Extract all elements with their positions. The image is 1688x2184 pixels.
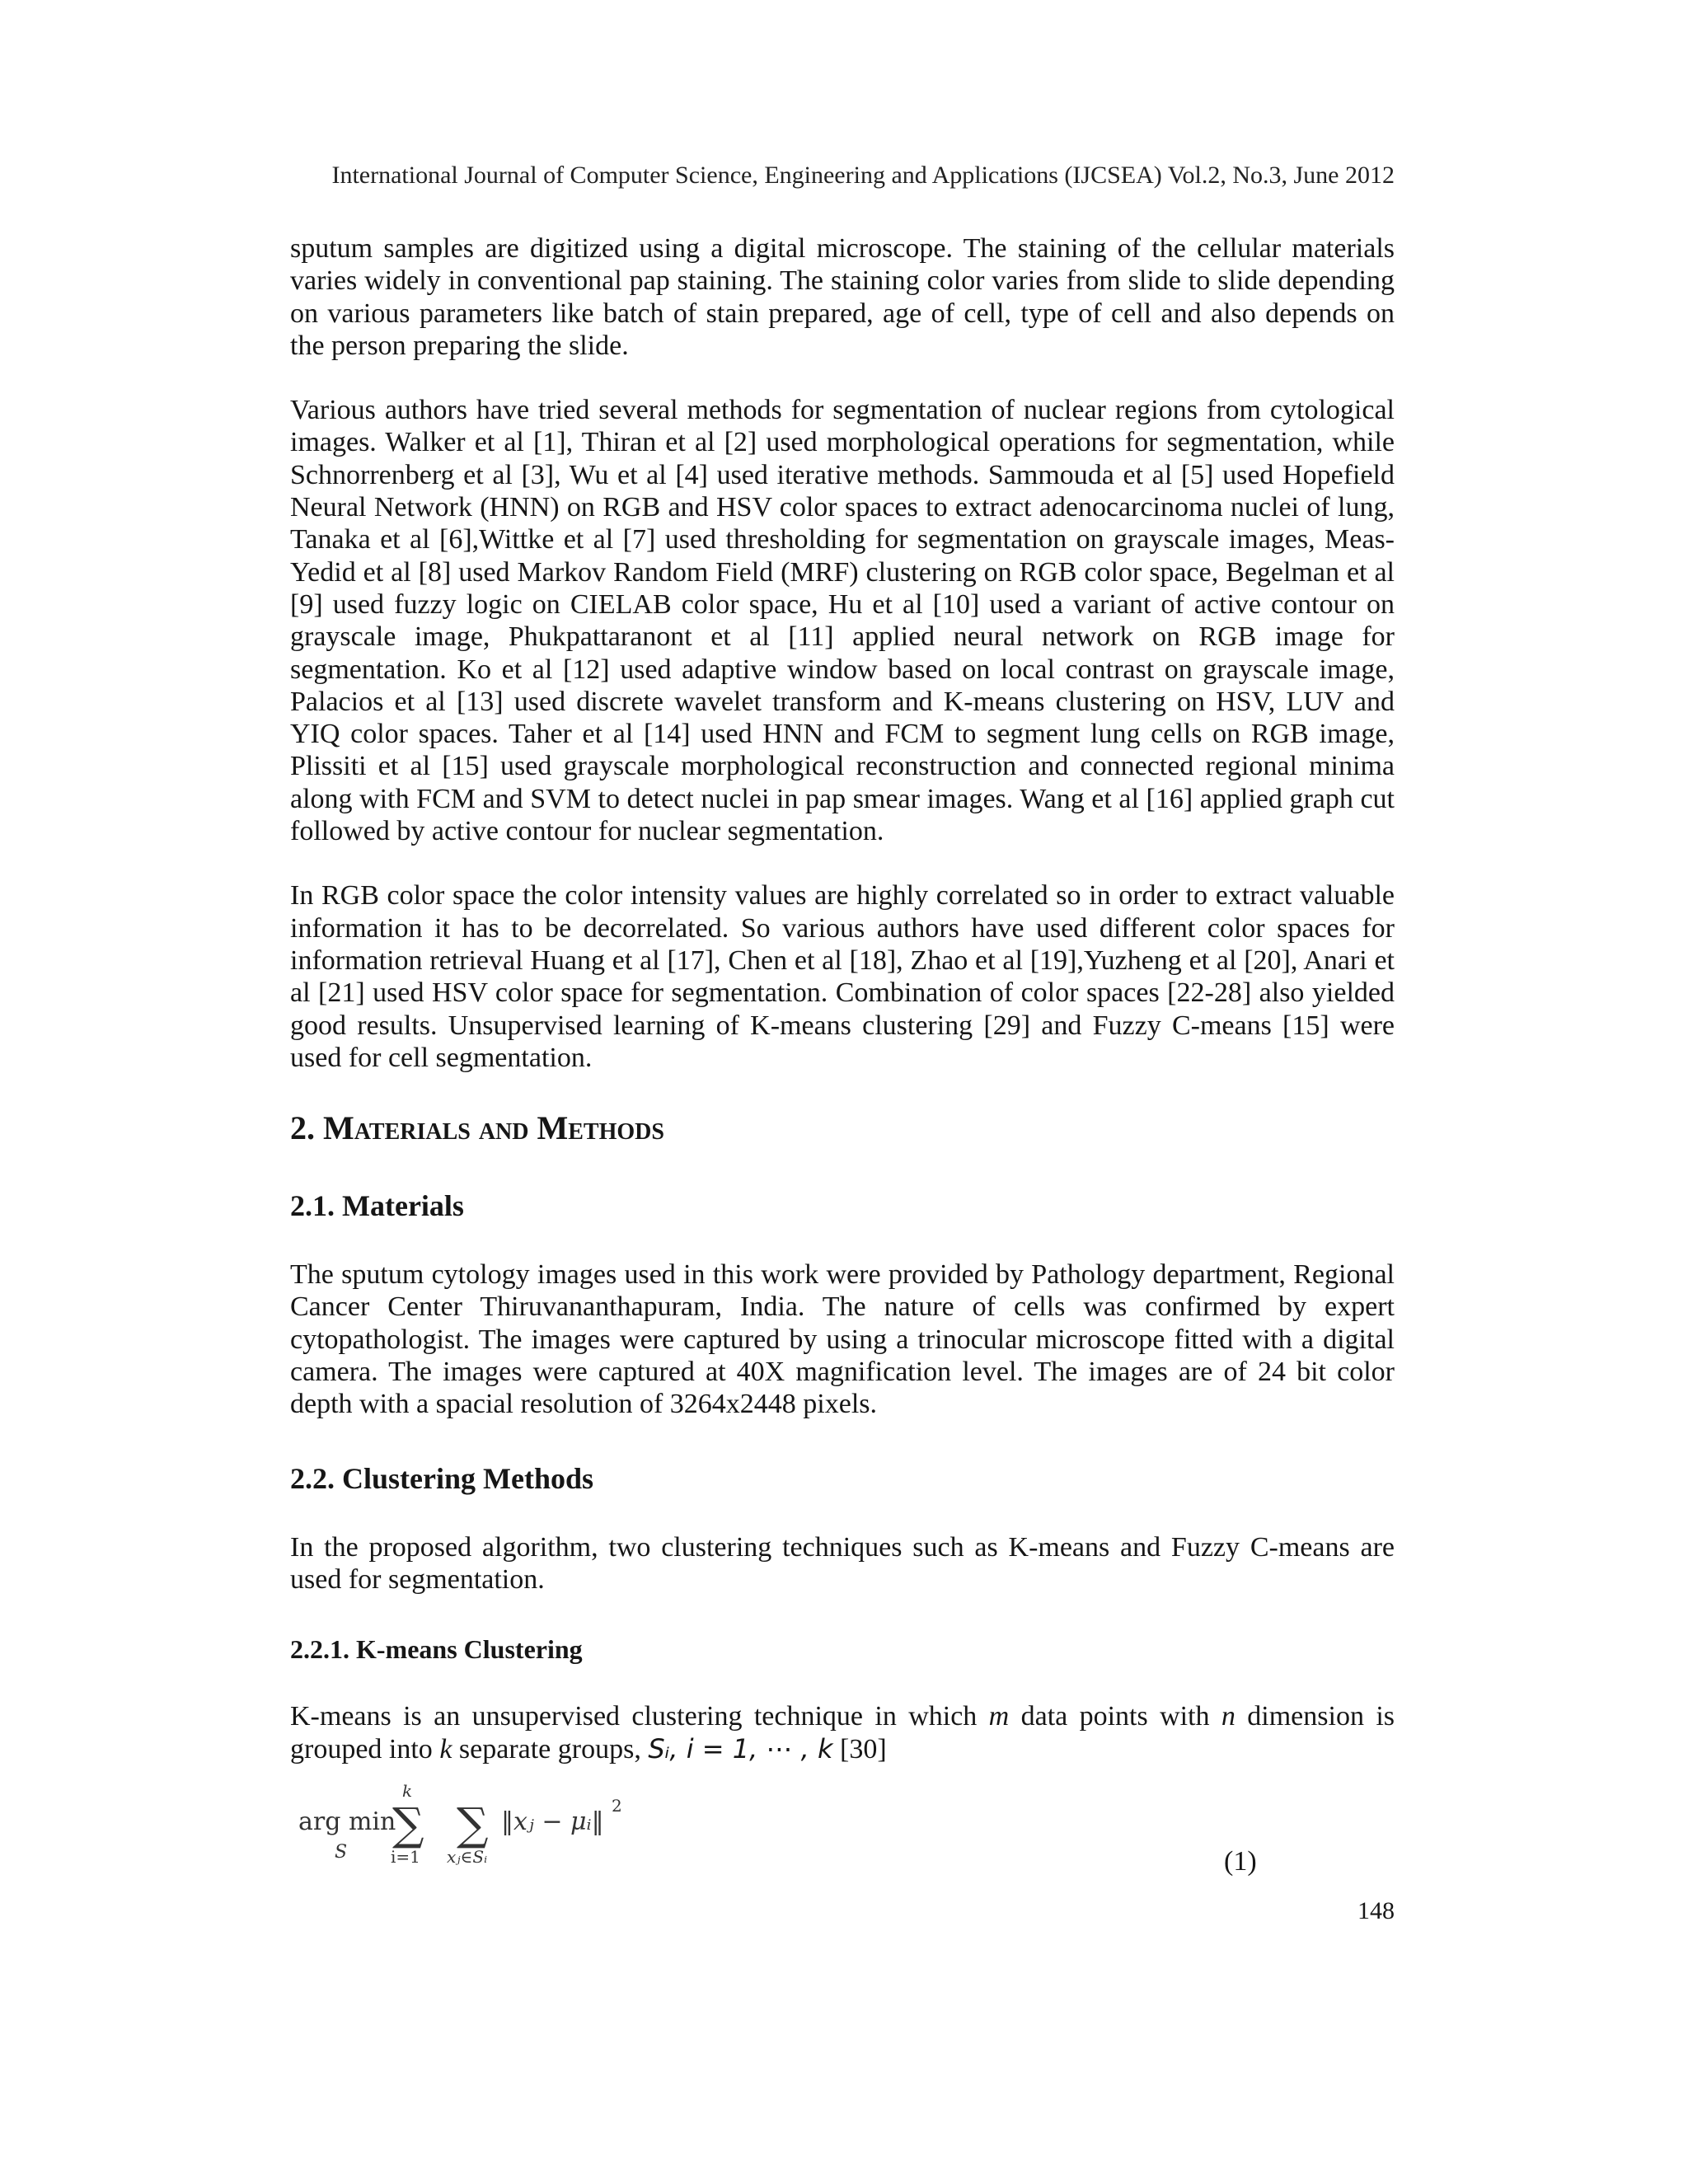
eq-sigma-1: ∑ — [392, 1798, 424, 1850]
kmeans-text-b: data points with — [1009, 1701, 1221, 1732]
clustering-methods-paragraph: In the proposed algorithm, two clustering techniques such as K-means and Fuzzy C-means are used for segmentation. — [290, 1531, 1395, 1595]
section-2-2-title: 2.2. Clustering Methods — [290, 1461, 593, 1495]
eq-sum1-top: k — [402, 1781, 413, 1801]
eq-sigma-2: ∑ — [457, 1798, 489, 1850]
equation-1-svg — [298, 1779, 727, 1877]
kmeans-text-e: [30] — [832, 1733, 887, 1765]
eq-power: 2 — [612, 1796, 622, 1816]
page-number: 148 — [1357, 1897, 1395, 1924]
var-m: m — [988, 1701, 1010, 1732]
var-n: n — [1221, 1701, 1236, 1732]
kmeans-text-a: K-means is an unsupervised clustering technique in which — [290, 1701, 989, 1732]
var-k: k — [439, 1733, 452, 1765]
inline-math: Sᵢ, i = 1, ⋯ , k — [648, 1732, 833, 1765]
eq-argmin: arg min — [298, 1807, 396, 1836]
section-2-2-1-title: 2.2.1. K-means Clustering — [290, 1634, 583, 1665]
intro-paragraph-3: In RGB color space the color intensity values are highly correlated so in order to extract valuable information it has to be decorrelated. So various authors have used different color spaces for information retrieval Huang et al [17], Chen et al [18], Zhao et al [19],Yuzheng et al [20], Anari et al [21] used HSV color space for segmentation. Combination of color spaces [22-28] also yielded good results. Unsupervised learning of K-means clustering [29] and Fuzzy C-means [15] were used for cell segmentation. — [290, 880, 1395, 1073]
eq-sum2-bottom: xⱼ∈Sᵢ — [447, 1847, 488, 1867]
materials-paragraph: The sputum cytology images used in this work were provided by Pathology department, Regional Cancer Center Thiruvananthapuram, India. The nature of cells was confirmed by expert cytopathologist. The images were captured by using a trinocular microscope fitted with a digital camera. The images were captured at 40X magnification level. The images are of 24 bit color depth with a spacial resolution of 3264x2448 pixels. — [290, 1259, 1395, 1420]
eq-norm: ‖xⱼ − μᵢ‖ — [501, 1807, 604, 1836]
kmeans-text-d: separate groups, — [452, 1733, 649, 1765]
intro-paragraph-1: sputum samples are digitized using a digital microscope. The staining of the cellular materials varies widely in conventional pap staining. The staining color varies from slide to slide depending on various parameters like batch of stain prepared, age of cell, type of cell and also depends on the person preparing the slide. — [290, 233, 1395, 361]
section-2-title: 2. Materials and Methods — [290, 1109, 664, 1147]
journal-header: International Journal of Computer Science, Engineering and Applications (IJCSEA) Vol.2, No.3, June 2012 — [331, 162, 1395, 189]
eq-argmin-sub: S — [335, 1842, 348, 1863]
section-2-1-title: 2.1. Materials — [290, 1189, 464, 1223]
intro-paragraph-2: Various authors have tried several methods for segmentation of nuclear regions from cytological images. Walker et al [1], Thiran et al [2] used morphological operations for segmentation, while Schnorrenberg et al [3], Wu et al [4] used iterative methods. Sammouda et al [5] used Hopefield Neural Network (HNN) on RGB and HSV color spaces to extract adenocarcinoma nuclei of lung, Tanaka et al [6],Wittke et al [7] used thresholding for segmentation on grayscale images, Meas-Yedid et al [8] used Markov Random Field (MRF) clustering on RGB color space, Begelman et al [9] used fuzzy logic on CIELAB color space, Hu et al [10] used a variant of active contour on grayscale image, Phukpattaranont et al [11] applied neural network on RGB image for segmentation. Ko et al [12] used adaptive window based on local contrast on grayscale image, Palacios et al [13] used discrete wavelet transform and K-means clustering on HSV, LUV and YIQ color spaces. Taher et al [14] used HNN and FCM to segment lung cells on RGB image, Plissiti et al [15] used grayscale morphological reconstruction and connected regional minima along with FCM and SVM to detect nuclei in pap smear images. Wang et al [16] applied graph cut followed by active contour for nuclear segmentation. — [290, 395, 1395, 847]
page-body — [290, 232, 1395, 1765]
kmeans-text-c: dimension is grouped into — [290, 1701, 1395, 1765]
eq-sum1-bottom: i=1 — [391, 1847, 420, 1867]
equation-1 — [298, 1779, 1287, 1877]
equation-number: (1) — [1224, 1846, 1257, 1877]
kmeans-paragraph — [290, 1700, 1395, 1765]
